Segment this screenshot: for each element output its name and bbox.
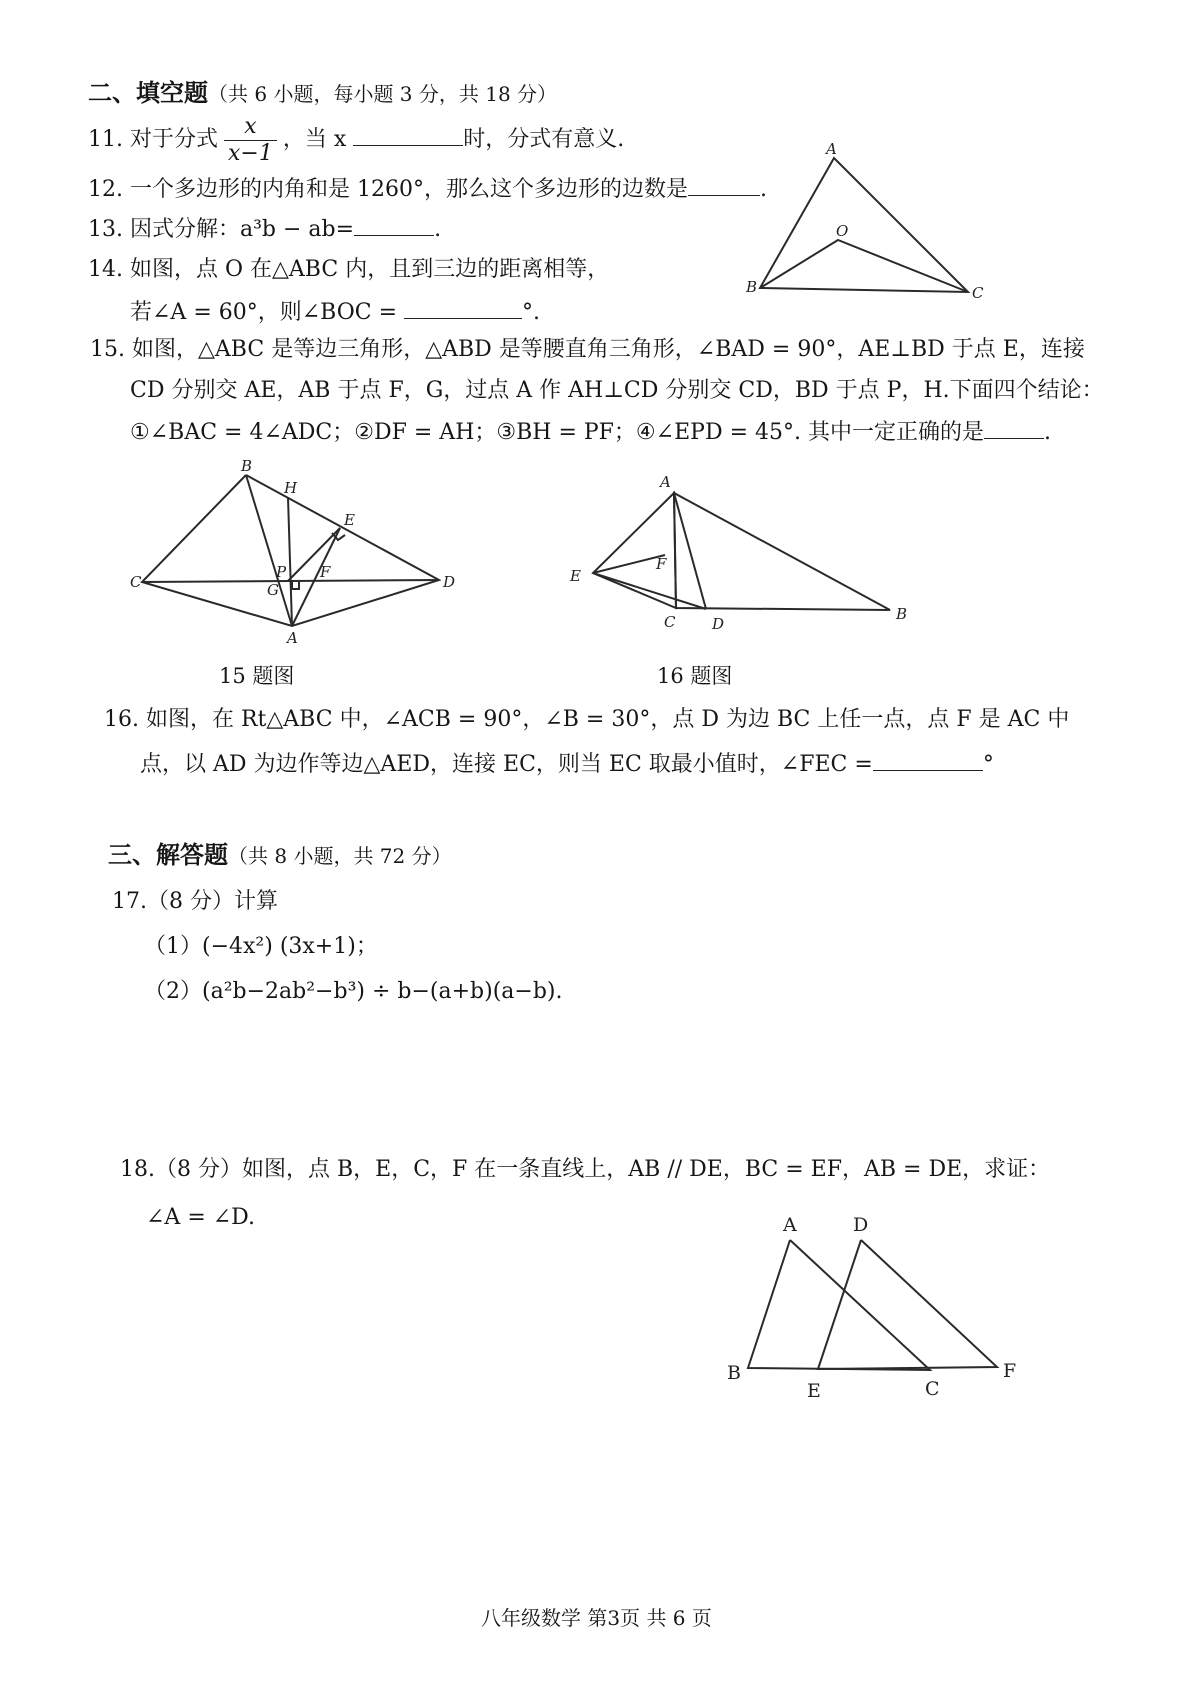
fig16-label-f: F [656, 555, 667, 573]
fig14-label-a: A [826, 140, 837, 158]
figure-15 [130, 455, 470, 645]
fig15-label-f: F [320, 563, 331, 581]
fig16-triangle-aec [593, 493, 676, 608]
figure-15-caption: 15 题图 [219, 664, 295, 688]
fig15-label-b: B [241, 457, 253, 475]
question-13 [88, 213, 441, 245]
q15-answer-blank[interactable] [984, 416, 1044, 439]
fig15-label-d: D [443, 573, 456, 591]
figure-16-caption: 16 题图 [657, 664, 733, 688]
question-14-line-2 [130, 296, 540, 328]
segments-bo-oc [760, 240, 968, 292]
fig15-segment-ae [292, 528, 340, 626]
q11-suffix: 时，分式有意义. [463, 127, 625, 152]
q12-text: 12. 一个多边形的内角和是 1260°，那么这个多边形的边数是 [88, 177, 688, 202]
question-17-title: 17.（8 分）计算 [112, 889, 278, 914]
fig18-label-c: C [925, 1378, 940, 1400]
q13-text: 13. 因式分解：a³b − ab= [88, 217, 355, 242]
fig18-label-e: E [807, 1380, 821, 1402]
question-17-part-1: （1）(−4x²) (3x+1)； [144, 934, 378, 959]
fig15-label-h: H [284, 479, 298, 497]
fig14-label-o: O [836, 222, 849, 240]
fig14-label-b: B [746, 278, 758, 296]
fig16-triangle-abc [674, 493, 890, 610]
question-17-part-2: （2）(a²b−2ab²−b³) ÷ b−(a+b)(a−b). [144, 979, 563, 1004]
section-3-heading [108, 840, 452, 871]
fig16-label-e: E [570, 567, 581, 585]
figure-q14 [730, 140, 990, 310]
fig18-label-a: A [783, 1214, 797, 1236]
q11-denominator: x−1 [227, 140, 273, 166]
fig18-label-d: D [853, 1214, 869, 1236]
fig15-label-p: P [276, 563, 287, 581]
question-11 [88, 112, 624, 168]
q11-answer-blank[interactable] [353, 123, 463, 146]
question-15-line-3 [130, 416, 1051, 448]
q16-line2-text: 点，以 AD 为边作等边△AED，连接 EC，则当 EC 取最小值时，∠FEC = [140, 752, 873, 777]
fig14-label-c: C [972, 284, 984, 302]
fig16-segment-ef [593, 555, 665, 573]
question-16-line-1: 16. 如图，在 Rt△ABC 中，∠ACB = 90°，∠B = 30°，点 D 为边 BC 上任一点，点 F 是 AC 中 [104, 707, 1070, 732]
question-15-line-1: 15. 如图，△ABC 是等边三角形，△ABD 是等腰直角三角形，∠BAD = 90°，AE⊥BD 于点 E，连接 [90, 337, 1085, 362]
fig16-label-b: B [896, 605, 908, 623]
question-16-line-2 [140, 748, 994, 780]
fig15-label-g: G [267, 581, 279, 599]
fig16-segment-ed [593, 573, 706, 609]
question-15-line-2: CD 分别交 AE，AB 于点 F，G，过点 A 作 AH⊥CD 分别交 CD，BD 于点 P，H.下面四个结论： [130, 378, 1104, 403]
q16-end: ° [982, 752, 994, 777]
fig18-label-f: F [1003, 1360, 1017, 1382]
q11-fraction [224, 114, 277, 167]
section-2-subtitle: （共 6 小题，每小题 3 分，共 18 分） [208, 82, 558, 106]
section-3-title: 三、解答题 [108, 841, 228, 869]
q14-end: °. [522, 300, 541, 325]
q11-middle: ，当 x [282, 127, 347, 152]
fig15-label-c: C [130, 573, 142, 591]
question-18-line-2: ∠A = ∠D. [146, 1205, 256, 1230]
fig16-label-d: D [712, 615, 725, 633]
question-12 [88, 173, 767, 205]
q13-end: . [434, 217, 442, 242]
q11-prefix: 11. 对于分式 [88, 127, 218, 152]
fig15-segment-ab [246, 475, 292, 626]
fig15-right-angle-p [292, 582, 299, 589]
fig15-segment-ha [288, 497, 292, 626]
page-footer: 八年级数学 第3页 共 6 页 [481, 1606, 712, 1630]
section-2-heading [88, 78, 557, 109]
section-3-subtitle: （共 8 小题，共 72 分） [228, 844, 452, 868]
q15-end: . [1044, 420, 1051, 445]
fig16-segment-ad [674, 493, 706, 609]
fig15-label-a: A [287, 629, 298, 647]
fig18-label-b: B [727, 1362, 741, 1384]
q14-answer-blank[interactable] [404, 296, 522, 319]
fig16-label-a: A [660, 473, 671, 491]
figure-18 [725, 1205, 1025, 1400]
figure-16 [560, 465, 920, 640]
section-2-title: 二、填空题 [88, 79, 208, 107]
q14-line2-text: 若∠A = 60°，则∠BOC = [130, 300, 398, 325]
q12-end: . [759, 177, 767, 202]
fig15-label-e: E [344, 511, 355, 529]
q16-answer-blank[interactable] [873, 748, 983, 771]
q15-line3-text: ①∠BAC = 4∠ADC；②DF = AH；③BH = PF；④∠EPD = 45°. 其中一定正确的是 [130, 420, 984, 445]
triangle-abc [760, 158, 968, 292]
question-14-line-1: 14. 如图，点 O 在△ABC 内，且到三边的距离相等， [88, 257, 610, 282]
question-18-line-1: 18.（8 分）如图，点 B，E，C，F 在一条直线上，AB // DE，BC = EF，AB = DE，求证： [120, 1157, 1051, 1182]
fig15-segment-pe [288, 528, 340, 581]
q13-answer-blank[interactable] [354, 213, 434, 236]
fig16-label-c: C [664, 613, 676, 631]
q11-numerator: x [224, 114, 277, 141]
